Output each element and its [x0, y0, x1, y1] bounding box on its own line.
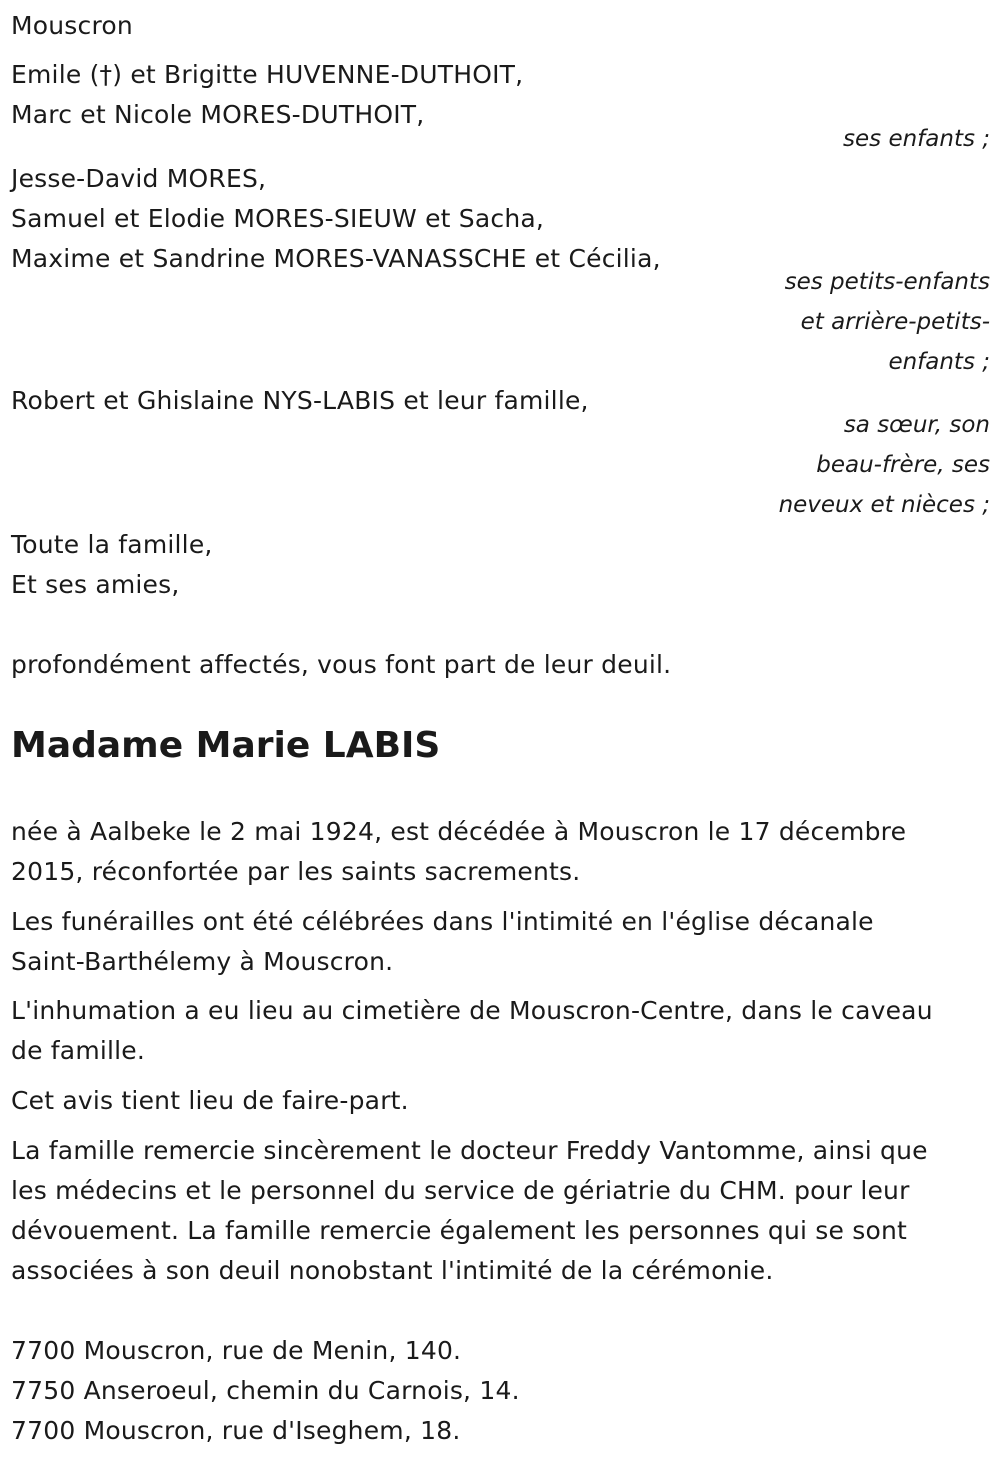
burial-line-2: de famille. — [11, 1036, 146, 1065]
grandchild-line-1: Jesse-David MORES, — [11, 164, 267, 193]
children-line-1: Emile (†) et Brigitte HUVENNE-DUTHOIT, — [11, 60, 524, 89]
grandchildren-role-line-3: enfants ; — [888, 349, 990, 375]
funeral-line-2: Saint-Barthélemy à Mouscron. — [11, 947, 394, 976]
sibling-role-line-1: sa sœur, son — [843, 412, 990, 438]
birth-death-line-1: née à Aalbeke le 2 mai 1924, est décédée à Mouscron le 17 décembre — [11, 817, 907, 846]
thanks-line-1: La famille remercie sincèrement le docteur Freddy Vantomme, ainsi que — [11, 1136, 928, 1165]
announcement: profondément affectés, vous font part de leur deuil. — [11, 650, 672, 679]
burial-line-1: L'inhumation a eu lieu au cimetière de Mouscron-Centre, dans le caveau — [11, 996, 933, 1025]
thanks-line-3: dévouement. La famille remercie également les personnes qui se sont — [11, 1216, 908, 1245]
sibling-line: Robert et Ghislaine NYS-LABIS et leur famille, — [11, 386, 589, 415]
notice-line: Cet avis tient lieu de faire-part. — [11, 1086, 409, 1115]
grandchildren-role-line-1: ses petits-enfants — [784, 269, 990, 295]
address-line-1: 7700 Mouscron, rue de Menin, 140. — [11, 1336, 462, 1365]
thanks-line-2: les médecins et le personnel du service de gériatrie du CHM. pour leur — [11, 1176, 910, 1205]
children-line-2: Marc et Nicole MORES-DUTHOIT, — [11, 100, 425, 129]
thanks-line-4: associées à son deuil nonobstant l'intimité de la cérémonie. — [11, 1256, 774, 1285]
address-line-2: 7750 Anseroeul, chemin du Carnois, 14. — [11, 1376, 520, 1405]
sibling-role-line-3: neveux et nièces ; — [778, 492, 990, 518]
grandchildren-role-line-2: et arrière-petits- — [800, 309, 990, 335]
others-line-2: Et ses amies, — [11, 570, 180, 599]
location: Mouscron — [11, 11, 133, 40]
birth-death-line-2: 2015, réconfortée par les saints sacrements. — [11, 857, 581, 886]
grandchild-line-2: Samuel et Elodie MORES-SIEUW et Sacha, — [11, 204, 545, 233]
sibling-role-line-2: beau-frère, ses — [816, 452, 990, 478]
grandchild-line-3: Maxime et Sandrine MORES-VANASSCHE et Cécilia, — [11, 244, 661, 273]
children-role: ses enfants ; — [843, 126, 990, 152]
funeral-line-1: Les funérailles ont été célébrées dans l'intimité en l'église décanale — [11, 907, 874, 936]
deceased-name: Madame Marie LABIS — [11, 725, 441, 766]
address-line-3: 7700 Mouscron, rue d'Iseghem, 18. — [11, 1416, 461, 1445]
others-line-1: Toute la famille, — [11, 530, 213, 559]
